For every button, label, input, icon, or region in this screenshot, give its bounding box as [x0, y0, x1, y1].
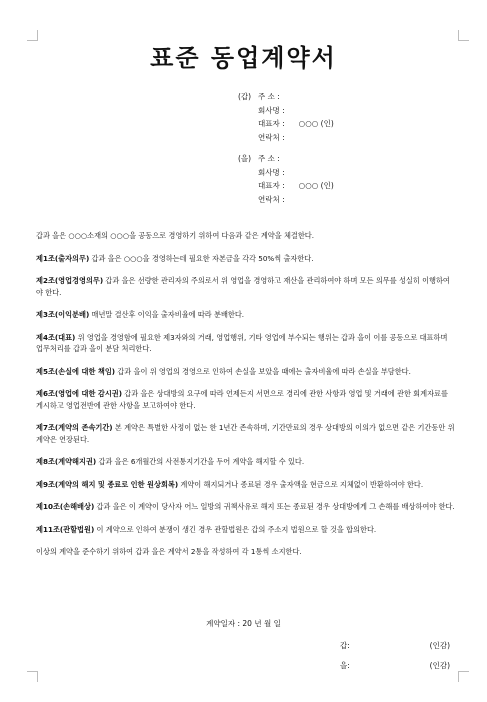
- article-5-heading: 제5조(손실에 대한 책임): [36, 366, 116, 376]
- party-a-block: [238, 90, 334, 144]
- article-6-text: 갑과 을은 상대방의 요구에 따라 언제든지 서면으로 경리에 관한 사항과 영업 및 거래에 관한 회계자료를 게시하고 영업전반에 관한 사항을 보고하여야 한다.: [36, 389, 448, 410]
- article-9-text: 계약이 해지되거나 종료된 경우 출자액을 현금으로 지체없이 반환하여야 한다.: [178, 479, 424, 489]
- corner-mark-bottom-left: [27, 671, 38, 682]
- contract-date: 계약일자 : 20 년 월 일: [206, 619, 281, 628]
- signature-b-label: 을:: [340, 661, 350, 670]
- article-6-heading: 제6조(영업에 대한 감시권): [36, 389, 123, 398]
- intro-paragraph: 갑과 을은 ○○○소재의 ○○○을 공동으로 경영하기 위하여 다음과 같은 계약을 체결한다.: [36, 231, 315, 240]
- article-10: [36, 501, 456, 513]
- article-3-text: 매년말 결산후 이익을 출자비율에 따라 분배한다.: [89, 310, 245, 319]
- article-1: [36, 253, 456, 265]
- article-10-text: 갑과 을은 이 계약이 당사자 어느 일방의 귀책사유로 해지 또는 종료된 경우 상대방에게 그 손해를 배상하여야 한다.: [94, 502, 455, 511]
- article-8-heading: 제8조(계약해지권): [36, 457, 97, 466]
- party-b-address-label: 주 소 :: [258, 154, 280, 163]
- article-8-text: 갑과 을은 6개월간의 사전통지기간을 두어 계약을 해지할 수 있다.: [96, 457, 305, 466]
- party-a-rep-label: 대표자 :: [258, 119, 285, 128]
- article-5-text: 갑과 을이 위 영업의 경영으로 인하여 손실을 보았을 때에는 출자비율에 따라 손실을 부담한다.: [115, 366, 411, 376]
- article-1-text: 갑과 을은 ○○○을 경영하는데 필요한 자본금을 각각 50%씩 출자한다.: [89, 253, 314, 263]
- article-2: [36, 275, 456, 298]
- party-a-contact-label: 연락처 :: [258, 132, 285, 142]
- signature-b: [340, 660, 450, 671]
- party-a-company-label: 회사명 :: [258, 105, 285, 115]
- signature-b-seal: (인감): [429, 661, 450, 670]
- party-b-company-label: 회사명 :: [258, 167, 285, 177]
- article-7-heading: 제7조(계약의 존속기간): [36, 423, 113, 432]
- article-3: [36, 309, 456, 321]
- article-8: [36, 456, 456, 468]
- article-4-text: 위 영업을 경영함에 필요한 제3자와의 거래, 영업행위, 기타 영업에 부수되는 행위는 갑과 을이 이를 공동으로 대표하며 업무처리를 갑과 을이 분담 처리한다.: [36, 332, 448, 353]
- signature-a-seal: (인감): [429, 641, 450, 650]
- party-b-block: [238, 152, 334, 206]
- document-title: 표준 동업계약서: [150, 43, 337, 72]
- article-5: [36, 366, 456, 378]
- signature-a: [340, 640, 450, 651]
- corner-mark-bottom-right: [458, 671, 469, 682]
- article-2-heading: 제2조(영업경영의무): [36, 276, 104, 285]
- article-9: [36, 479, 456, 491]
- signature-a-label: 갑:: [340, 641, 350, 650]
- article-6: [36, 388, 456, 411]
- article-3-heading: 제3조(이익분배): [36, 310, 90, 319]
- party-a-tag: (갑): [238, 92, 252, 101]
- party-b-tag: (을): [238, 154, 252, 163]
- article-4-heading: 제4조(대표): [36, 332, 76, 342]
- closing-paragraph: 이상의 계약을 준수하기 위하여 갑과 을은 계약서 2통을 작성하여 각 1통씩 소지한다.: [36, 547, 302, 556]
- article-11: [36, 524, 456, 536]
- article-11-heading: 제11조(관할법원): [36, 524, 95, 534]
- article-9-heading: 제9조(계약의 해지 및 종료로 인한 원상회복): [36, 479, 179, 489]
- article-1-heading: 제1조(출자의무): [36, 253, 90, 263]
- article-7-text: 본 계약은 특별한 사정이 없는 한 1년간 존속하며, 기간만료의 경우 상대방의 이의가 없으면 같은 기간동안 위 계약은 연장된다.: [36, 423, 455, 444]
- contract-body: [36, 230, 456, 569]
- article-11-text: 이 계약으로 인하여 분쟁이 생긴 경우 관할법원은 갑의 주소지 법원으로 할 것을 합의한다.: [94, 524, 377, 534]
- party-b-rep-value: ○○○ (인): [298, 181, 334, 190]
- party-b-contact-label: 연락처 :: [258, 194, 285, 204]
- party-b-rep-label: 대표자 :: [258, 181, 285, 190]
- article-2-text: 갑과 을은 선량한 관리자의 주의로서 위 영업을 경영하고 재산을 관리하여야 하며 모든 의무를 성실히 이행하여야 한다.: [36, 276, 450, 297]
- article-7: [36, 422, 456, 445]
- party-a-address-label: 주 소 :: [258, 92, 280, 101]
- article-10-heading: 제10조(손해배상): [36, 502, 95, 511]
- article-4: [36, 332, 456, 355]
- party-a-rep-value: ○○○ (인): [298, 119, 334, 128]
